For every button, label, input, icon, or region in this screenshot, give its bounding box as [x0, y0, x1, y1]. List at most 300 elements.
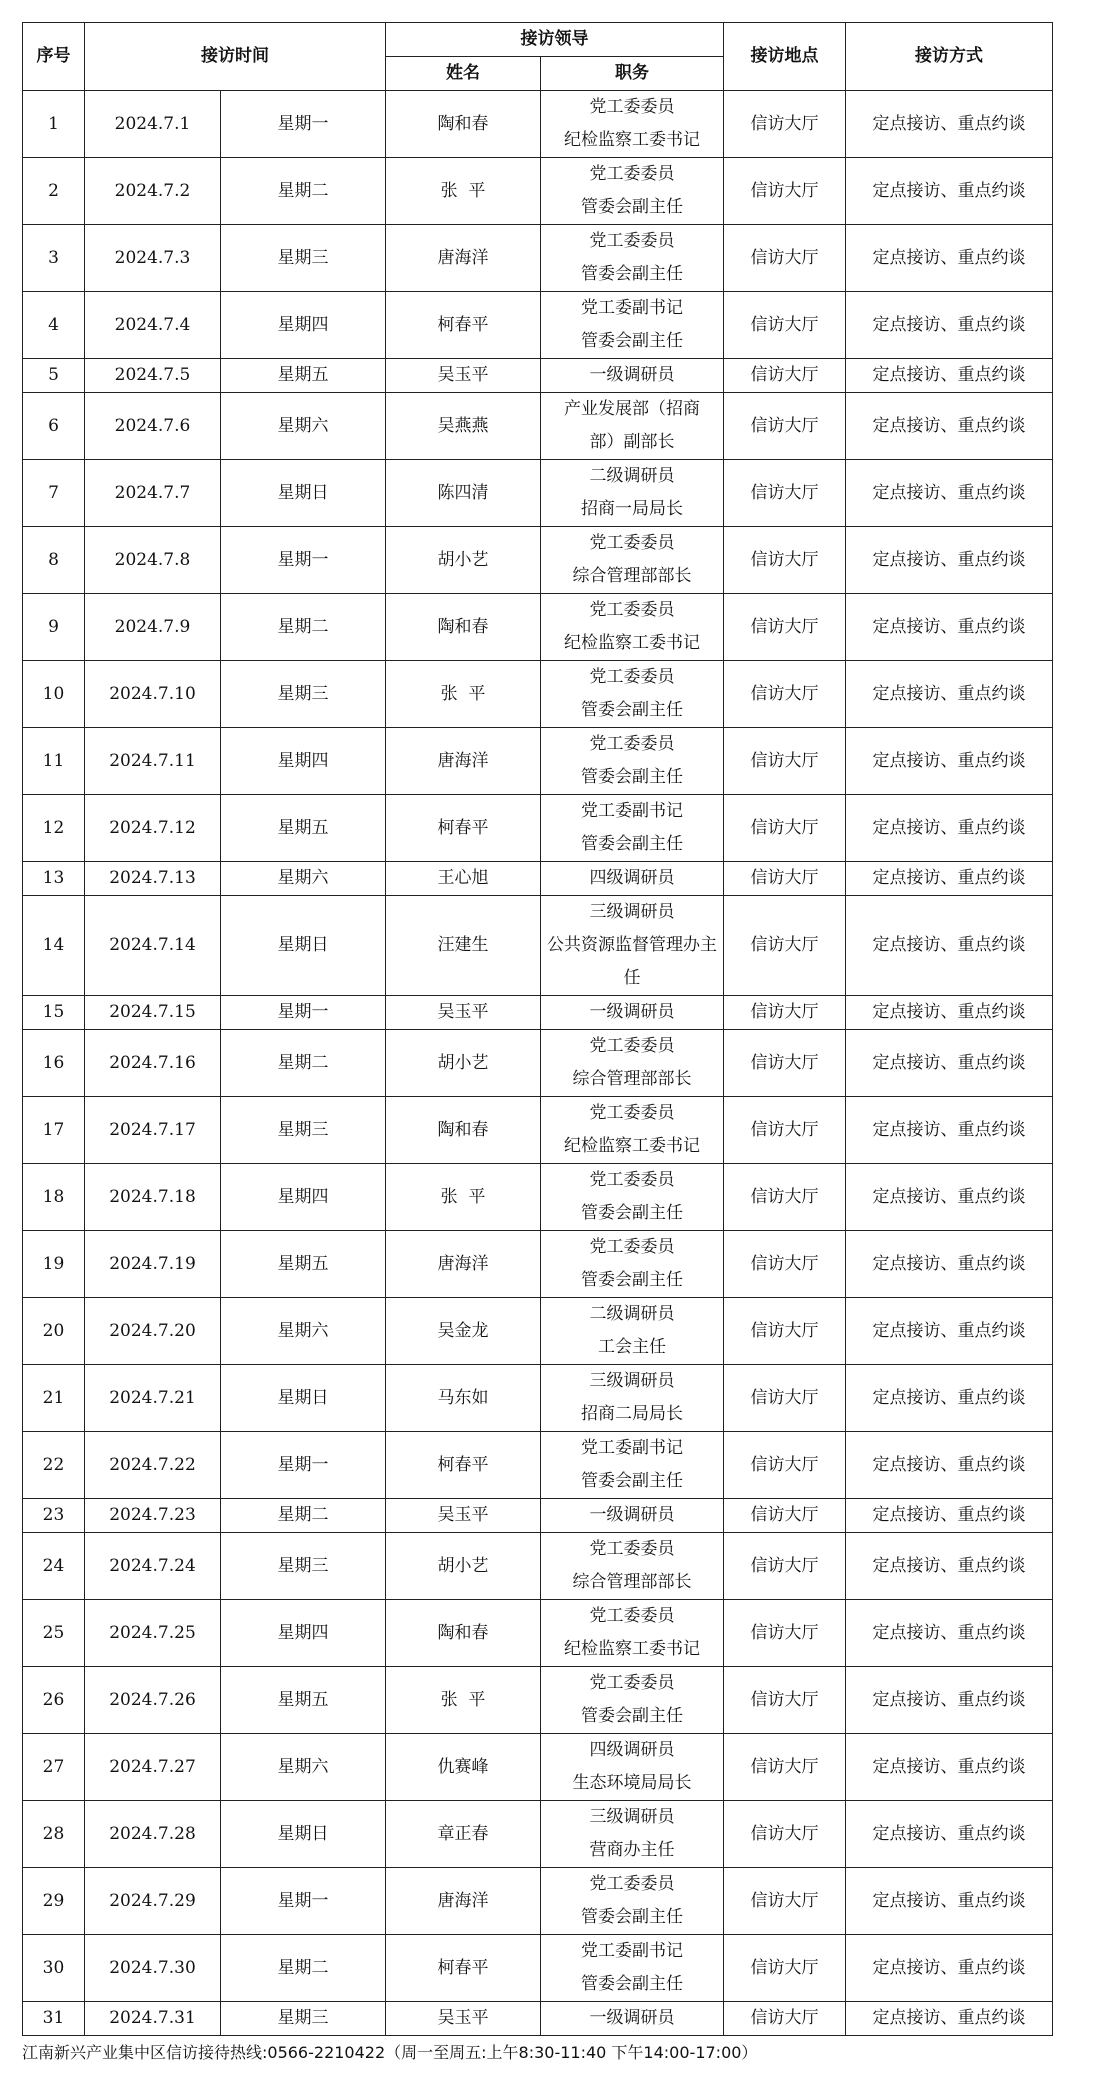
table-row — [23, 1231, 1053, 1298]
row-leader-name: 吴玉平 — [386, 2002, 541, 2036]
row-leader-name: 吴玉平 — [386, 1499, 541, 1533]
row-weekday: 星期四 — [221, 1164, 386, 1231]
row-date: 2024.7.27 — [85, 1734, 221, 1801]
row-weekday: 星期二 — [221, 1499, 386, 1533]
position-line: 招商一局局长 — [581, 499, 683, 519]
row-date: 2024.7.2 — [85, 158, 221, 225]
header-name: 姓名 — [386, 57, 541, 91]
row-location: 信访大厅 — [724, 1298, 846, 1365]
row-weekday: 星期三 — [221, 225, 386, 292]
table-row — [23, 359, 1053, 393]
row-leader-name: 陶和春 — [386, 1600, 541, 1667]
row-weekday: 星期日 — [221, 1801, 386, 1868]
row-weekday: 星期五 — [221, 795, 386, 862]
row-leader-position — [541, 1365, 724, 1432]
row-location: 信访大厅 — [724, 158, 846, 225]
row-location: 信访大厅 — [724, 527, 846, 594]
position-line: 党工委副书记 — [581, 298, 683, 318]
position-line: 党工委委员 — [589, 533, 675, 553]
row-leader-position — [541, 594, 724, 661]
row-weekday: 星期五 — [221, 359, 386, 393]
row-weekday: 星期四 — [221, 292, 386, 359]
row-location: 信访大厅 — [724, 1030, 846, 1097]
row-leader-position — [541, 225, 724, 292]
row-weekday: 星期二 — [221, 1935, 386, 2002]
position-line: 党工委委员 — [589, 1237, 675, 1257]
row-method: 定点接访、重点约谈 — [846, 393, 1053, 460]
row-location: 信访大厅 — [724, 996, 846, 1030]
row-location: 信访大厅 — [724, 460, 846, 527]
row-method: 定点接访、重点约谈 — [846, 1231, 1053, 1298]
row-weekday: 星期五 — [221, 1667, 386, 1734]
row-index: 23 — [23, 1499, 85, 1533]
row-leader-name: 马东如 — [386, 1365, 541, 1432]
row-leader-position — [541, 1298, 724, 1365]
header-leader: 接访领导 — [386, 23, 724, 57]
row-date: 2024.7.29 — [85, 1868, 221, 1935]
row-weekday: 星期一 — [221, 1432, 386, 1499]
row-method: 定点接访、重点约谈 — [846, 728, 1053, 795]
table-row — [23, 1365, 1053, 1432]
row-method: 定点接访、重点约谈 — [846, 1365, 1053, 1432]
row-weekday: 星期六 — [221, 862, 386, 896]
row-leader-position — [541, 1734, 724, 1801]
position-line: 管委会副主任 — [581, 1270, 683, 1290]
row-leader-name: 柯春平 — [386, 795, 541, 862]
row-date: 2024.7.16 — [85, 1030, 221, 1097]
row-weekday: 星期一 — [221, 527, 386, 594]
row-date: 2024.7.25 — [85, 1600, 221, 1667]
table-row — [23, 896, 1053, 996]
position-line: 三级调研员 — [589, 902, 675, 922]
row-date: 2024.7.23 — [85, 1499, 221, 1533]
position-line: 综合管理部部长 — [572, 1572, 692, 1592]
row-location: 信访大厅 — [724, 1533, 846, 1600]
row-date: 2024.7.17 — [85, 1097, 221, 1164]
table-row — [23, 292, 1053, 359]
table-row — [23, 1499, 1053, 1533]
row-location: 信访大厅 — [724, 1667, 846, 1734]
row-location: 信访大厅 — [724, 2002, 846, 2036]
row-leader-position — [541, 527, 724, 594]
row-date: 2024.7.22 — [85, 1432, 221, 1499]
position-line: 党工委副书记 — [581, 801, 683, 821]
row-date: 2024.7.4 — [85, 292, 221, 359]
row-location: 信访大厅 — [724, 862, 846, 896]
row-leader-name: 张 平 — [386, 1667, 541, 1734]
row-index: 26 — [23, 1667, 85, 1734]
row-index: 3 — [23, 225, 85, 292]
row-weekday: 星期六 — [221, 1734, 386, 1801]
table-row — [23, 460, 1053, 527]
position-line: 管委会副主任 — [581, 264, 683, 284]
table-row — [23, 728, 1053, 795]
position-line: 管委会副主任 — [581, 1974, 683, 1994]
row-weekday: 星期三 — [221, 1533, 386, 1600]
row-location: 信访大厅 — [724, 1499, 846, 1533]
row-date: 2024.7.15 — [85, 996, 221, 1030]
row-index: 13 — [23, 862, 85, 896]
row-leader-name: 唐海洋 — [386, 225, 541, 292]
row-date: 2024.7.18 — [85, 1164, 221, 1231]
row-method: 定点接访、重点约谈 — [846, 1298, 1053, 1365]
table-row — [23, 795, 1053, 862]
position-line: 党工委委员 — [589, 1539, 675, 1559]
position-line: 一级调研员 — [589, 2008, 675, 2028]
row-leader-position — [541, 728, 724, 795]
position-line: 四级调研员 — [589, 868, 675, 888]
table-row — [23, 1868, 1053, 1935]
row-date: 2024.7.19 — [85, 1231, 221, 1298]
row-date: 2024.7.31 — [85, 2002, 221, 2036]
row-weekday: 星期五 — [221, 1231, 386, 1298]
table-row — [23, 225, 1053, 292]
row-location: 信访大厅 — [724, 1868, 846, 1935]
row-weekday: 星期二 — [221, 1030, 386, 1097]
table-row — [23, 527, 1053, 594]
row-leader-name: 胡小艺 — [386, 1030, 541, 1097]
position-line: 纪检监察工委书记 — [564, 1639, 700, 1659]
header-time: 接访时间 — [85, 23, 386, 91]
row-method: 定点接访、重点约谈 — [846, 996, 1053, 1030]
position-line: 二级调研员 — [589, 466, 675, 486]
table-row — [23, 1667, 1053, 1734]
row-index: 9 — [23, 594, 85, 661]
row-leader-position — [541, 1164, 724, 1231]
row-leader-name: 张 平 — [386, 158, 541, 225]
row-leader-name: 柯春平 — [386, 1432, 541, 1499]
row-date: 2024.7.6 — [85, 393, 221, 460]
position-line: 党工委委员 — [589, 1103, 675, 1123]
row-weekday: 星期日 — [221, 896, 386, 996]
row-leader-name: 章正春 — [386, 1801, 541, 1868]
row-leader-name: 王心旭 — [386, 862, 541, 896]
table-row — [23, 2002, 1053, 2036]
row-method: 定点接访、重点约谈 — [846, 862, 1053, 896]
row-date: 2024.7.11 — [85, 728, 221, 795]
row-leader-name: 陶和春 — [386, 1097, 541, 1164]
row-date: 2024.7.28 — [85, 1801, 221, 1868]
row-leader-position — [541, 896, 724, 996]
row-method: 定点接访、重点约谈 — [846, 1667, 1053, 1734]
row-index: 27 — [23, 1734, 85, 1801]
row-index: 2 — [23, 158, 85, 225]
row-leader-name: 唐海洋 — [386, 1231, 541, 1298]
table-row — [23, 1432, 1053, 1499]
row-weekday: 星期日 — [221, 460, 386, 527]
row-leader-name: 张 平 — [386, 1164, 541, 1231]
row-leader-name: 吴玉平 — [386, 996, 541, 1030]
row-index: 5 — [23, 359, 85, 393]
position-line: 党工委委员 — [589, 734, 675, 754]
row-leader-name: 汪建生 — [386, 896, 541, 996]
position-line: 生态环境局局长 — [572, 1773, 692, 1793]
row-method: 定点接访、重点约谈 — [846, 795, 1053, 862]
row-leader-position — [541, 460, 724, 527]
position-line: 四级调研员 — [589, 1740, 675, 1760]
row-leader-name: 陶和春 — [386, 594, 541, 661]
row-index: 1 — [23, 91, 85, 158]
table-row — [23, 996, 1053, 1030]
row-index: 6 — [23, 393, 85, 460]
row-index: 4 — [23, 292, 85, 359]
row-leader-name: 唐海洋 — [386, 728, 541, 795]
position-line: 管委会副主任 — [581, 767, 683, 787]
position-line: 产业发展部（招商 — [564, 399, 700, 419]
row-leader-position — [541, 359, 724, 393]
position-line: 党工委副书记 — [581, 1438, 683, 1458]
row-leader-name: 胡小艺 — [386, 1533, 541, 1600]
row-index: 28 — [23, 1801, 85, 1868]
position-line: 党工委委员 — [589, 1170, 675, 1190]
row-leader-position — [541, 292, 724, 359]
table-row — [23, 158, 1053, 225]
row-weekday: 星期三 — [221, 1097, 386, 1164]
position-line: 三级调研员 — [589, 1371, 675, 1391]
row-leader-position — [541, 862, 724, 896]
row-leader-name: 陶和春 — [386, 91, 541, 158]
row-location: 信访大厅 — [724, 225, 846, 292]
table-row — [23, 862, 1053, 896]
row-leader-position — [541, 1533, 724, 1600]
reception-schedule-table — [22, 22, 1053, 2036]
row-weekday: 星期日 — [221, 1365, 386, 1432]
row-date: 2024.7.24 — [85, 1533, 221, 1600]
position-line: 管委会副主任 — [581, 1471, 683, 1491]
row-index: 14 — [23, 896, 85, 996]
row-method: 定点接访、重点约谈 — [846, 158, 1053, 225]
row-index: 20 — [23, 1298, 85, 1365]
row-index: 7 — [23, 460, 85, 527]
table-row — [23, 1600, 1053, 1667]
row-date: 2024.7.5 — [85, 359, 221, 393]
row-weekday: 星期二 — [221, 158, 386, 225]
row-weekday: 星期四 — [221, 1600, 386, 1667]
position-line: 一级调研员 — [589, 1505, 675, 1525]
row-leader-position — [541, 1499, 724, 1533]
position-line: 任 — [623, 968, 641, 988]
row-date: 2024.7.9 — [85, 594, 221, 661]
table-row — [23, 393, 1053, 460]
row-method: 定点接访、重点约谈 — [846, 1734, 1053, 1801]
row-leader-position — [541, 1600, 724, 1667]
position-line: 党工委委员 — [589, 667, 675, 687]
table-row — [23, 661, 1053, 728]
row-leader-name: 吴金龙 — [386, 1298, 541, 1365]
row-leader-name: 胡小艺 — [386, 527, 541, 594]
row-method: 定点接访、重点约谈 — [846, 1097, 1053, 1164]
row-leader-position — [541, 1868, 724, 1935]
row-date: 2024.7.7 — [85, 460, 221, 527]
table-row — [23, 1801, 1053, 1868]
row-weekday: 星期六 — [221, 393, 386, 460]
row-index: 15 — [23, 996, 85, 1030]
row-index: 11 — [23, 728, 85, 795]
table-row — [23, 1030, 1053, 1097]
row-index: 19 — [23, 1231, 85, 1298]
row-leader-position — [541, 158, 724, 225]
row-index: 10 — [23, 661, 85, 728]
row-location: 信访大厅 — [724, 1801, 846, 1868]
row-index: 29 — [23, 1868, 85, 1935]
row-method: 定点接访、重点约谈 — [846, 1164, 1053, 1231]
row-location: 信访大厅 — [724, 728, 846, 795]
position-line: 一级调研员 — [589, 365, 675, 385]
row-leader-name: 仇赛峰 — [386, 1734, 541, 1801]
row-weekday: 星期二 — [221, 594, 386, 661]
row-index: 31 — [23, 2002, 85, 2036]
row-leader-position — [541, 1935, 724, 2002]
row-index: 30 — [23, 1935, 85, 2002]
row-leader-position — [541, 1432, 724, 1499]
row-method: 定点接访、重点约谈 — [846, 1499, 1053, 1533]
row-leader-position — [541, 1231, 724, 1298]
row-method: 定点接访、重点约谈 — [846, 1600, 1053, 1667]
row-date: 2024.7.3 — [85, 225, 221, 292]
row-method: 定点接访、重点约谈 — [846, 1030, 1053, 1097]
row-leader-position — [541, 661, 724, 728]
row-location: 信访大厅 — [724, 292, 846, 359]
position-line: 管委会副主任 — [581, 700, 683, 720]
row-index: 22 — [23, 1432, 85, 1499]
row-weekday: 星期一 — [221, 1868, 386, 1935]
position-line: 管委会副主任 — [581, 1203, 683, 1223]
row-location: 信访大厅 — [724, 393, 846, 460]
position-line: 管委会副主任 — [581, 331, 683, 351]
row-method: 定点接访、重点约谈 — [846, 1935, 1053, 2002]
row-weekday: 星期六 — [221, 1298, 386, 1365]
row-location: 信访大厅 — [724, 359, 846, 393]
row-index: 17 — [23, 1097, 85, 1164]
row-leader-name: 柯春平 — [386, 292, 541, 359]
position-line: 党工委委员 — [589, 1606, 675, 1626]
row-location: 信访大厅 — [724, 795, 846, 862]
header-position: 职务 — [541, 57, 724, 91]
position-line: 营商办主任 — [589, 1840, 675, 1860]
row-method: 定点接访、重点约谈 — [846, 594, 1053, 661]
row-location: 信访大厅 — [724, 1600, 846, 1667]
row-location: 信访大厅 — [724, 1097, 846, 1164]
row-leader-name: 唐海洋 — [386, 1868, 541, 1935]
position-line: 管委会副主任 — [581, 1907, 683, 1927]
row-date: 2024.7.1 — [85, 91, 221, 158]
row-leader-position — [541, 91, 724, 158]
row-index: 24 — [23, 1533, 85, 1600]
row-weekday: 星期四 — [221, 728, 386, 795]
hotline-footer: 江南新兴产业集中区信访接待热线:0566-2210422（周一至周五:上午8:30-11:40 下午14:00-17:00） — [22, 2043, 758, 2062]
table-row — [23, 1097, 1053, 1164]
header-method: 接访方式 — [846, 23, 1053, 91]
row-date: 2024.7.26 — [85, 1667, 221, 1734]
position-line: 一级调研员 — [589, 1002, 675, 1022]
row-index: 16 — [23, 1030, 85, 1097]
row-location: 信访大厅 — [724, 1432, 846, 1499]
header-location: 接访地点 — [724, 23, 846, 91]
row-leader-position — [541, 996, 724, 1030]
table-row — [23, 1935, 1053, 2002]
row-date: 2024.7.10 — [85, 661, 221, 728]
row-weekday: 星期一 — [221, 996, 386, 1030]
position-line: 纪检监察工委书记 — [564, 633, 700, 653]
position-line: 综合管理部部长 — [572, 566, 692, 586]
row-location: 信访大厅 — [724, 661, 846, 728]
table-row — [23, 594, 1053, 661]
position-line: 三级调研员 — [589, 1807, 675, 1827]
position-line: 党工委副书记 — [581, 1941, 683, 1961]
row-leader-position — [541, 795, 724, 862]
row-location: 信访大厅 — [724, 1164, 846, 1231]
row-date: 2024.7.12 — [85, 795, 221, 862]
row-date: 2024.7.21 — [85, 1365, 221, 1432]
row-index: 25 — [23, 1600, 85, 1667]
row-leader-name: 张 平 — [386, 661, 541, 728]
position-line: 招商二局局长 — [581, 1404, 683, 1424]
row-method: 定点接访、重点约谈 — [846, 359, 1053, 393]
table-body — [23, 91, 1053, 2036]
row-method: 定点接访、重点约谈 — [846, 1432, 1053, 1499]
row-method: 定点接访、重点约谈 — [846, 896, 1053, 996]
position-line: 党工委委员 — [589, 1874, 675, 1894]
row-method: 定点接访、重点约谈 — [846, 1868, 1053, 1935]
row-leader-position — [541, 1801, 724, 1868]
row-leader-position — [541, 1030, 724, 1097]
row-method: 定点接访、重点约谈 — [846, 661, 1053, 728]
position-line: 党工委委员 — [589, 1673, 675, 1693]
position-line: 纪检监察工委书记 — [564, 1136, 700, 1156]
header-index: 序号 — [23, 23, 85, 91]
row-index: 8 — [23, 527, 85, 594]
row-method: 定点接访、重点约谈 — [846, 1801, 1053, 1868]
row-location: 信访大厅 — [724, 594, 846, 661]
row-location: 信访大厅 — [724, 1935, 846, 2002]
table-row — [23, 1164, 1053, 1231]
row-method: 定点接访、重点约谈 — [846, 225, 1053, 292]
table-row — [23, 1298, 1053, 1365]
position-line: 党工委委员 — [589, 1036, 675, 1056]
position-line: 党工委委员 — [589, 164, 675, 184]
position-line: 综合管理部部长 — [572, 1069, 692, 1089]
row-leader-position — [541, 393, 724, 460]
row-location: 信访大厅 — [724, 1365, 846, 1432]
row-leader-name: 吴燕燕 — [386, 393, 541, 460]
position-line: 管委会副主任 — [581, 1706, 683, 1726]
row-location: 信访大厅 — [724, 1231, 846, 1298]
row-method: 定点接访、重点约谈 — [846, 460, 1053, 527]
table-row — [23, 91, 1053, 158]
row-method: 定点接访、重点约谈 — [846, 91, 1053, 158]
position-line: 工会主任 — [598, 1337, 666, 1357]
row-weekday: 星期一 — [221, 91, 386, 158]
row-method: 定点接访、重点约谈 — [846, 292, 1053, 359]
row-index: 21 — [23, 1365, 85, 1432]
row-weekday: 星期三 — [221, 2002, 386, 2036]
row-index: 12 — [23, 795, 85, 862]
position-line: 公共资源监督管理办主 — [547, 935, 717, 955]
table-row — [23, 1533, 1053, 1600]
row-leader-name: 吴玉平 — [386, 359, 541, 393]
row-leader-position — [541, 2002, 724, 2036]
position-line: 党工委委员 — [589, 97, 675, 117]
row-leader-position — [541, 1667, 724, 1734]
row-leader-name: 柯春平 — [386, 1935, 541, 2002]
position-line: 纪检监察工委书记 — [564, 130, 700, 150]
position-line: 部）副部长 — [589, 432, 675, 452]
table-row — [23, 1734, 1053, 1801]
row-leader-position — [541, 1097, 724, 1164]
row-date: 2024.7.20 — [85, 1298, 221, 1365]
row-method: 定点接访、重点约谈 — [846, 2002, 1053, 2036]
position-line: 二级调研员 — [589, 1304, 675, 1324]
